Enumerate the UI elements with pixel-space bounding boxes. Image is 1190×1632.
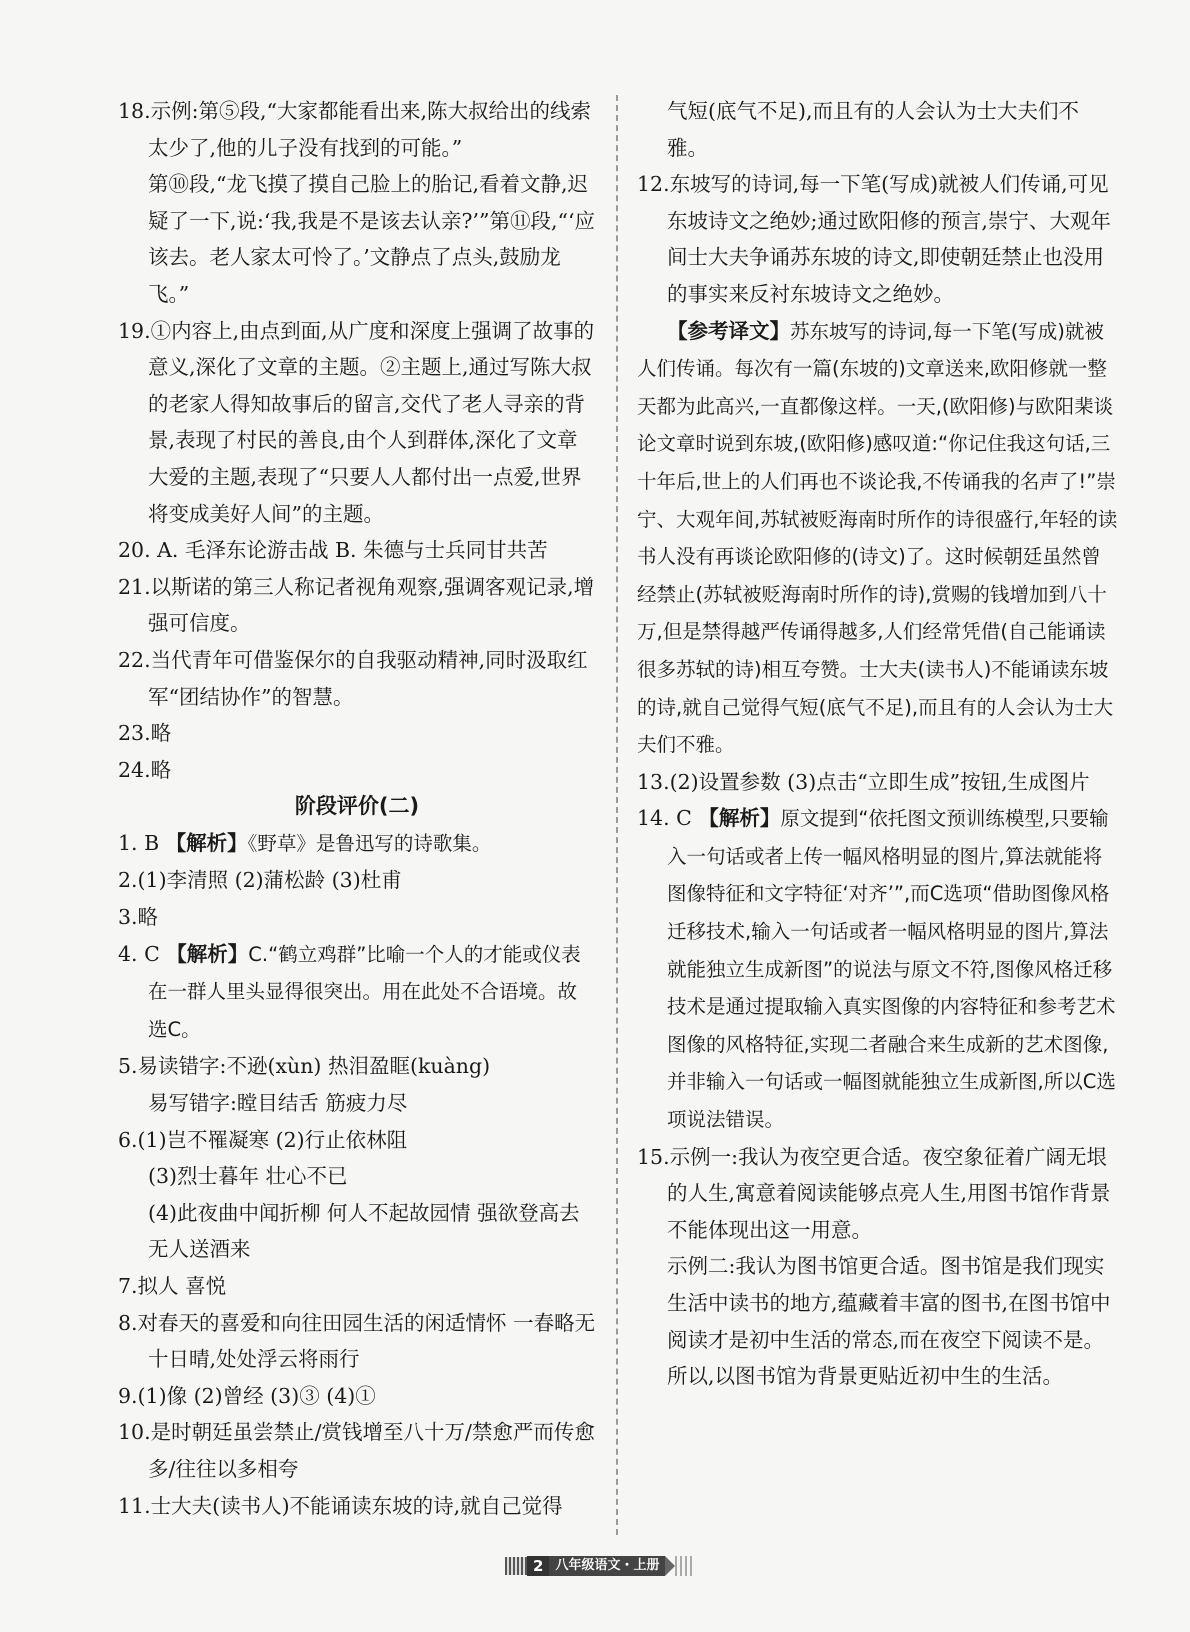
column-divider <box>616 95 618 1535</box>
stage-answer-1: 1. B 【解析】《野草》是鲁迅写的诗歌集。 <box>118 830 492 855</box>
answer-19: 19.①内容上,由点到面,从广度和深度上强调了故事的意义,深化了文章的主题。②主题上,通过写陈大叔的老家人得知故事后的留言,交代了老人寻亲的背景,表现了村民的善良,由个人到群体,深化了文章大爱的主题,表现了“只要人人都付出一点爱,世界将变成美好人间”的主题。 <box>118 318 595 526</box>
stage-answer-10: 10.是时朝廷虽尝禁止/赏钱增至八十万/禁愈严而传愈多/往往以多相夸 <box>118 1420 595 1481</box>
stage-answer-12: 12.东坡写的诗词,每一下笔(写成)就被人们传诵,可见东坡诗文之绝妙;通过欧阳修的预言,崇宁、大观年间士大夫争诵苏东坡的诗文,即使朝廷禁止也没用的事实来反衬东坡诗文之绝妙。 <box>637 172 1111 306</box>
stage-answer-2: 2.(1)李清照 (2)蒲松龄 (3)杜甫 <box>118 868 402 893</box>
stage-answer-9: 9.(1)像 (2)曾经 (3)③ (4)① <box>118 1383 376 1408</box>
stage-answer-11: 11.士大夫(读书人)不能诵读东坡的诗,就自己觉得 <box>118 1493 563 1518</box>
answer-18: 18.示例:第⑤段,“大家都能看出来,陈大叔给出的线索太少了,他的儿子没有找到的可能。” <box>118 99 592 160</box>
reference-translation: 【参考译文】苏东坡写的诗词,每一下笔(写成)就被人们传诵。每次有一篇(东坡的)文章送来,欧阳修就一整天都为此高兴,一直都像这样。一天,(欧阳修)与欧阳棐谈论文章时说到东坡,(欧阳修)感叹道:“你记住我这句话,三十年后,世上的人们再也不谈论我,不传诵我的名声了!”崇宁、大观年间,苏轼被贬海南时所作的诗很盛行,年轻的读书人没有再谈论欧阳修的(诗文)了。这时候朝廷虽然曾经禁止(苏轼被贬海南时所作的诗),赏赐的钱增加到八十万,但是禁得越严传诵得越多,人们经常凭借(自己能诵读很多苏轼的诗)相互夸赞。士大夫(读书人)不能诵读东坡的诗,就自己觉得气短(底气不足),而且有的人会认为士大夫们不雅。 <box>637 318 1118 757</box>
arrow-icon <box>665 1556 675 1576</box>
stage-answer-7: 7.拟人 喜悦 <box>118 1274 227 1298</box>
answer-21: 21.以斯诺的第三人称记者视角观察,强调客观记录,增强可信度。 <box>118 574 595 636</box>
answer-23: 23.略 <box>118 721 172 746</box>
section-heading: 阶段评价(二) <box>294 794 420 819</box>
analysis-tag: 【解析】 <box>166 941 249 966</box>
stage-answer-4: 4. C 【解析】C.“鹤立鸡群”比喻一个人的才能或仪表在一群人里头显得很突出。用在此处不合语境。故选C。 <box>118 941 581 1041</box>
stage-answer-5: 5.易读错字:不逊(xùn) 热泪盈眶(kuàng) <box>118 1054 491 1079</box>
stage-answer-11-continued: 气短(底气不足),而且有的人会认为士大夫们不雅。 <box>667 99 1080 160</box>
stage-answer-15: 15.示例一:我认为夜空更合适。夜空象征着广阔无垠的人生,寓意着阅读能够点亮人生,用图书馆作背景不能体现出这一用意。 <box>637 1144 1111 1242</box>
analysis-tag: 【解析】 <box>165 830 248 855</box>
stripes-decoration <box>505 1557 527 1575</box>
answer-22: 22.当代青年可借鉴保尔的自我驱动精神,同时汲取红军“团结协作”的智慧。 <box>118 647 588 709</box>
page-footer <box>505 1555 693 1577</box>
dots-decoration <box>675 1556 693 1576</box>
stage-answer-14: 14. C 【解析】原文提到“依托图文预训练模型,只要输入一句话或者上传一幅风格明显的图片,算法就能将图像特征和文字特征‘对齐’”,而C选项“借助图像风格迁移技术,输入一句话或者一幅风格明显的图片,算法就能独立生成新图”的说法与原文不符,图像风格迁移技术是通过提取输入真实图像的内容特征和参考艺术图像的风格特征,实现二者融合来生成新的艺术图像,并非输入一句话或一幅图就能独立生成新图,所以C选项说法错误。 <box>637 806 1116 1132</box>
stage-answer-3: 3.略 <box>118 905 159 930</box>
page-number: 2 <box>527 1556 549 1576</box>
right-column <box>637 93 1119 1395</box>
answer-24: 24.略 <box>118 757 172 782</box>
answer-18-continued: 第⑩段,“龙飞摸了摸自己脸上的胎记,看着文静,迟疑了一下,说:‘我,我是不是该去认亲?’”第⑪段,“‘应该去。老人家太可怜了。’文静点了点头,鼓励龙飞。” <box>148 172 595 306</box>
stage-answer-6-part3: (3)烈士暮年 壮心不已 <box>148 1164 348 1189</box>
stage-answer-6: 6.(1)岂不罹凝寒 (2)行止依林阻 <box>118 1127 408 1152</box>
stage-answer-15-example2: 示例二:我认为图书馆更合适。图书馆是我们现实生活中读书的地方,蕴藏着丰富的图书,在图书馆中阅读才是初中生活的常态,而在夜空下阅读不是。所以,以图书馆为背景更贴近初中生的生活。 <box>667 1254 1111 1389</box>
stage-answer-5-continued: 易写错字:瞠目结舌 筋疲力尽 <box>148 1091 408 1116</box>
answer-20: 20. A. 毛泽东论游击战 B. 朱德与士兵同甘共苦 <box>118 538 548 563</box>
book-label: 八年级语文・上册 <box>549 1556 665 1576</box>
stage-answer-13: 13.(2)设置参数 (3)点击“立即生成”按钮,生成图片 <box>637 769 1090 794</box>
stage-answer-8: 8.对春天的喜爱和向往田园生活的闲适情怀 一春略无十日晴,处处浮云将雨行 <box>118 1310 596 1372</box>
stage-answer-6-part4: (4)此夜曲中闻折柳 何人不起故园情 强欲登高去 无人送酒来 <box>148 1200 580 1262</box>
analysis-tag: 【解析】 <box>698 806 781 831</box>
left-column <box>118 93 596 1524</box>
translation-tag: 【参考译文】 <box>667 318 790 343</box>
